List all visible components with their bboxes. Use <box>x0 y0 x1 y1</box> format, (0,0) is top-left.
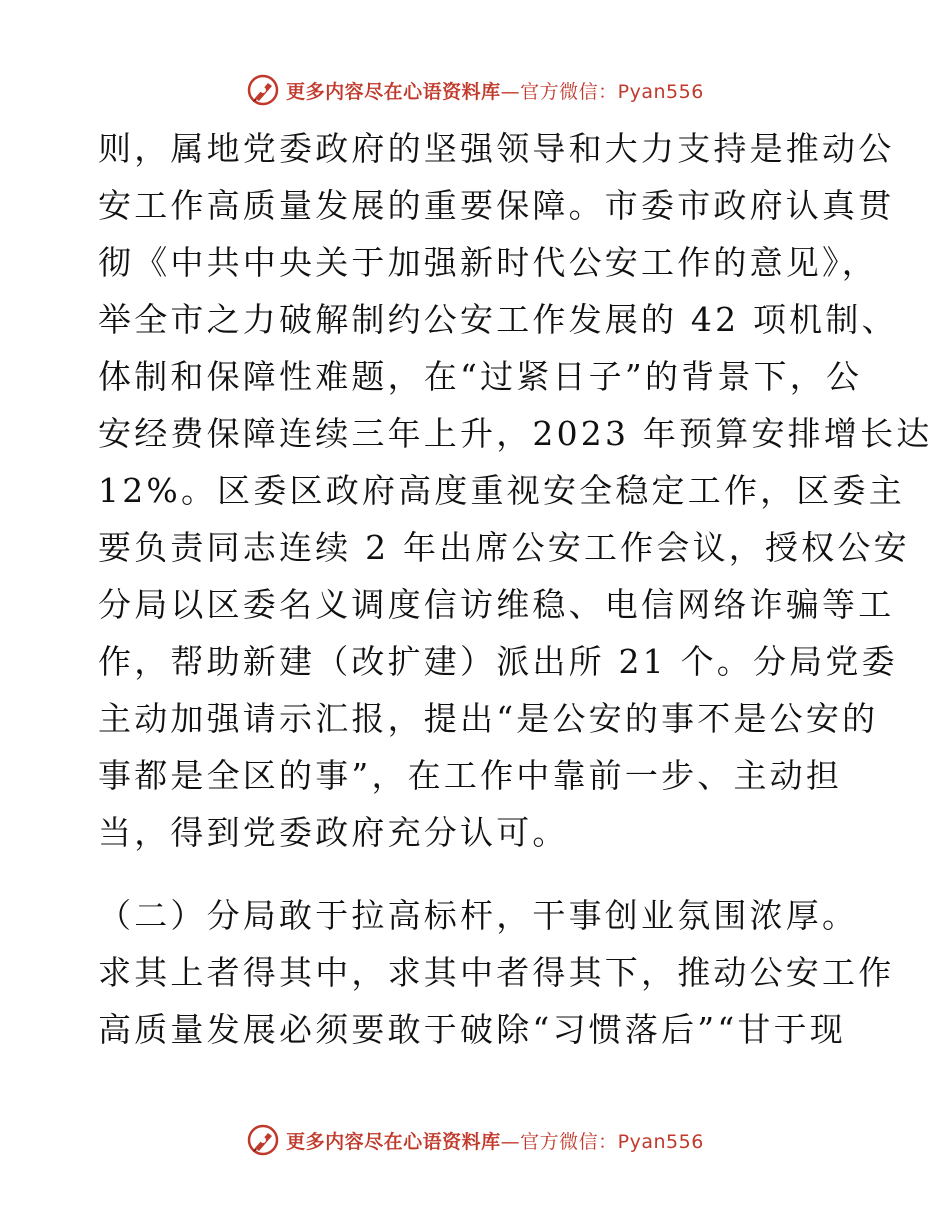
text-line: 安经费保障连续三年上升，2023 年预算安排增长达 <box>98 414 933 453</box>
text-line: 事都是全区的事”，在工作中靠前一步、主动担 <box>98 756 843 795</box>
text-line: 要负责同志连续 2 年出席公安工作会议，授权公安 <box>98 528 910 567</box>
watermark-text <box>286 1127 704 1154</box>
watermark-main-text: 更多内容尽在心语资料库 <box>286 1130 501 1153</box>
paragraph <box>98 120 933 861</box>
text-line: 分局以区委名义调度信访维稳、电信网络诈骗等工 <box>98 585 895 624</box>
text-line: 高质量发展必须要敢于破除“习惯落后”“甘于现 <box>98 1010 847 1049</box>
watermark-dash: — <box>500 1130 521 1153</box>
watermark-dash: — <box>500 80 521 103</box>
text-line: 举全市之力破解制约公安工作发展的 42 项机制、 <box>98 300 898 339</box>
watermark-wechat-text: 官方微信：Pyan556 <box>520 80 704 103</box>
watermark-wechat-text: 官方微信：Pyan556 <box>520 1130 704 1153</box>
watermark-main-text: 更多内容尽在心语资料库 <box>286 80 501 103</box>
text-line: 12%。区委区政府高度重视安全稳定工作，区委主 <box>98 471 905 510</box>
text-line: 则，属地党委政府的坚强领导和大力支持是推动公 <box>98 129 895 168</box>
text-line: 求其上者得其中，求其中者得其下，推动公安工作 <box>98 953 895 992</box>
header-watermark <box>0 70 950 110</box>
section-heading: （二）分局敢于拉高标杆，干事创业氛围浓厚。 <box>98 896 859 935</box>
text-line: 主动加强请示汇报，提出“是公安的事不是公安的 <box>98 699 879 738</box>
text-line: 体制和保障性难题，在“过紧日子”的背景下，公 <box>98 357 863 396</box>
text-line: 安工作高质量发展的重要保障。市委市政府认真贯 <box>98 186 895 225</box>
paragraph <box>98 887 895 1058</box>
pen-logo-icon <box>246 1123 280 1157</box>
footer-watermark <box>0 1120 950 1160</box>
document-body <box>98 120 933 1058</box>
pen-logo-icon <box>246 73 280 107</box>
text-line: 作，帮助新建（改扩建）派出所 21 个。分局党委 <box>98 642 898 681</box>
watermark-text <box>286 77 704 104</box>
text-line: 当，得到党委政府充分认可。 <box>98 813 569 852</box>
paragraph-gap <box>98 861 868 887</box>
text-line: 彻《中共中央关于加强新时代公安工作的意见》， <box>98 243 878 282</box>
